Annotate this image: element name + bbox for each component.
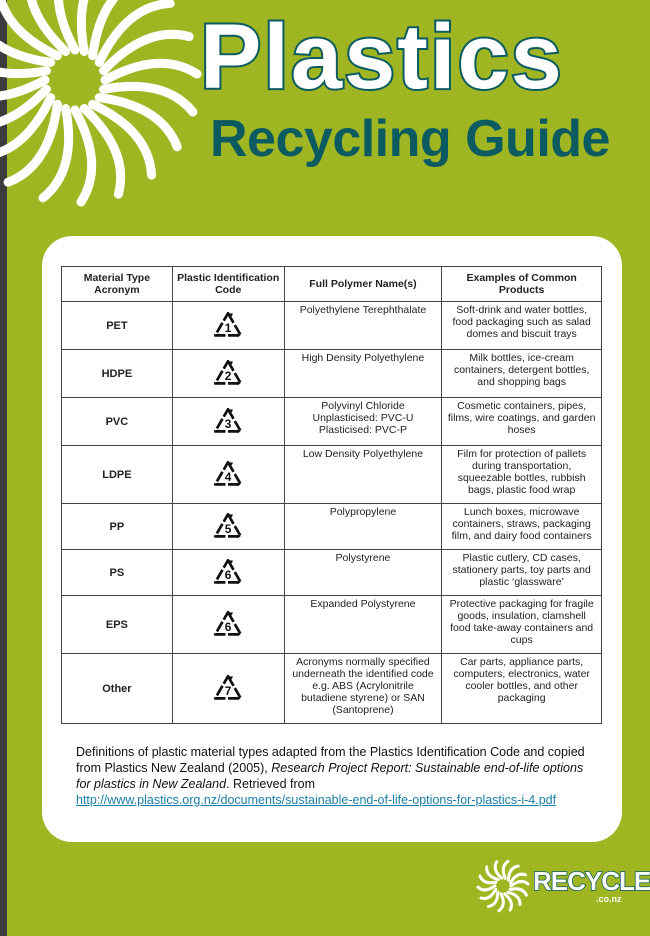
recycle-triangle-icon (211, 608, 245, 642)
guide-card (42, 236, 622, 842)
code-number: 5 (224, 521, 232, 536)
common-products: Milk bottles, ice-cream containers, detergent bottles, and shopping bags (442, 350, 602, 398)
polymer-name: Acronyms normally specified underneath the identified code e.g. ABS (Acrylonitrile butadiene styrene) or SAN (Santoprene) (284, 654, 442, 724)
identification-code (172, 398, 284, 446)
material-acronym: PP (62, 504, 173, 550)
polymer-name: Low Density Polyethylene (284, 446, 442, 504)
polymer-name: Polyvinyl Chloride Unplasticised: PVC-U Plasticised: PVC-P (284, 398, 442, 446)
polymer-name: Polyethylene Terephthalate (284, 302, 442, 350)
identification-code (172, 654, 284, 724)
identification-code (172, 350, 284, 398)
identification-code (172, 550, 284, 596)
table-row (62, 350, 602, 398)
logo-swirl-stroke (505, 893, 513, 911)
header-code: Plastic Identification Code (172, 267, 284, 302)
common-products: Lunch boxes, microwave containers, straws, packaging film, and dairy food containers (442, 504, 602, 550)
logo-domain: .co.nz (596, 894, 622, 904)
material-acronym: PVC (62, 398, 173, 446)
logo-swirl-stroke (478, 885, 495, 890)
source-note (76, 744, 596, 808)
table-row (62, 504, 602, 550)
polymer-name: High Density Polyethylene (284, 350, 442, 398)
plastics-table (61, 266, 602, 724)
common-products: Protective packaging for fragile goods, insulation, clamshell food take-away containers and cups (442, 596, 602, 654)
logo-text: RECYCLE (533, 866, 650, 896)
table-row (62, 596, 602, 654)
logo-swirl-stroke (511, 881, 528, 886)
polymer-name: Polypropylene (284, 504, 442, 550)
material-acronym: PS (62, 550, 173, 596)
header-examples: Examples of Common Products (442, 267, 602, 302)
source-retrieved: . Retrieved from (226, 777, 315, 791)
code-number: 1 (224, 320, 232, 335)
identification-code (172, 446, 284, 504)
swirl-stroke (105, 63, 197, 80)
polymer-name: Polystyrene (284, 550, 442, 596)
common-products: Cosmetic containers, pipes, films, wire coatings, and garden hoses (442, 398, 602, 446)
table-row (62, 446, 602, 504)
identification-code (172, 504, 284, 550)
logo-swirl-stroke (487, 892, 501, 908)
header-name: Full Polymer Name(s) (284, 267, 442, 302)
polymer-name: Expanded Polystyrene (284, 596, 442, 654)
recycle-triangle-icon (211, 357, 245, 391)
material-acronym: EPS (62, 596, 173, 654)
table-header-row (62, 267, 602, 302)
code-number: 2 (224, 368, 232, 383)
page-subtitle: Recycling Guide (210, 110, 610, 168)
source-link[interactable]: http://www.plastics.org.nz/documents/sustainable-end-of-life-options-for-plastics-i-4.pdf (76, 793, 557, 807)
material-acronym: LDPE (62, 446, 173, 504)
table-row (62, 302, 602, 350)
material-acronym: HDPE (62, 350, 173, 398)
common-products: Soft-drink and water bottles, food packaging such as salad domes and biscuit trays (442, 302, 602, 350)
recycle-triangle-icon (211, 309, 245, 343)
material-acronym: PET (62, 302, 173, 350)
code-number: 6 (224, 567, 232, 582)
common-products: Car parts, appliance parts, computers, electronics, water cooler bottles, and other packaging (442, 654, 602, 724)
source-text: Definitions of plastic material types adapted from the Plastics Identification Code and copied from Plastics New Zealand (2005), (76, 745, 585, 775)
code-number: 4 (224, 469, 232, 484)
recycle-triangle-icon (211, 556, 245, 590)
page-title: Plastics (200, 6, 564, 108)
code-number: 6 (224, 619, 232, 634)
common-products: Film for protection of pallets during transportation, squeezable bottles, rubbish bags, plastic food wrap (442, 446, 602, 504)
material-acronym: Other (62, 654, 173, 724)
recycle-triangle-icon (211, 510, 245, 544)
table-row (62, 550, 602, 596)
identification-code (172, 596, 284, 654)
table-row (62, 654, 602, 724)
swirl-stroke (75, 110, 92, 202)
recycle-triangle-icon (211, 405, 245, 439)
recycle-triangle-icon (211, 458, 245, 492)
source-title: Research Project Report: Sustainable end-of-life options for plastics in New Zealand (76, 761, 584, 791)
code-number: 7 (224, 683, 232, 698)
code-number: 3 (224, 416, 232, 431)
logo-swirl-stroke (494, 861, 501, 879)
recycle-triangle-icon (211, 672, 245, 706)
header-acronym: Material Type Acronym (62, 267, 173, 302)
recycle-swirl-icon (0, 0, 210, 215)
identification-code (172, 302, 284, 350)
common-products: Plastic cutlery, CD cases, stationery parts, toy parts and plastic ‘glassware’ (442, 550, 602, 596)
table-row (62, 398, 602, 446)
